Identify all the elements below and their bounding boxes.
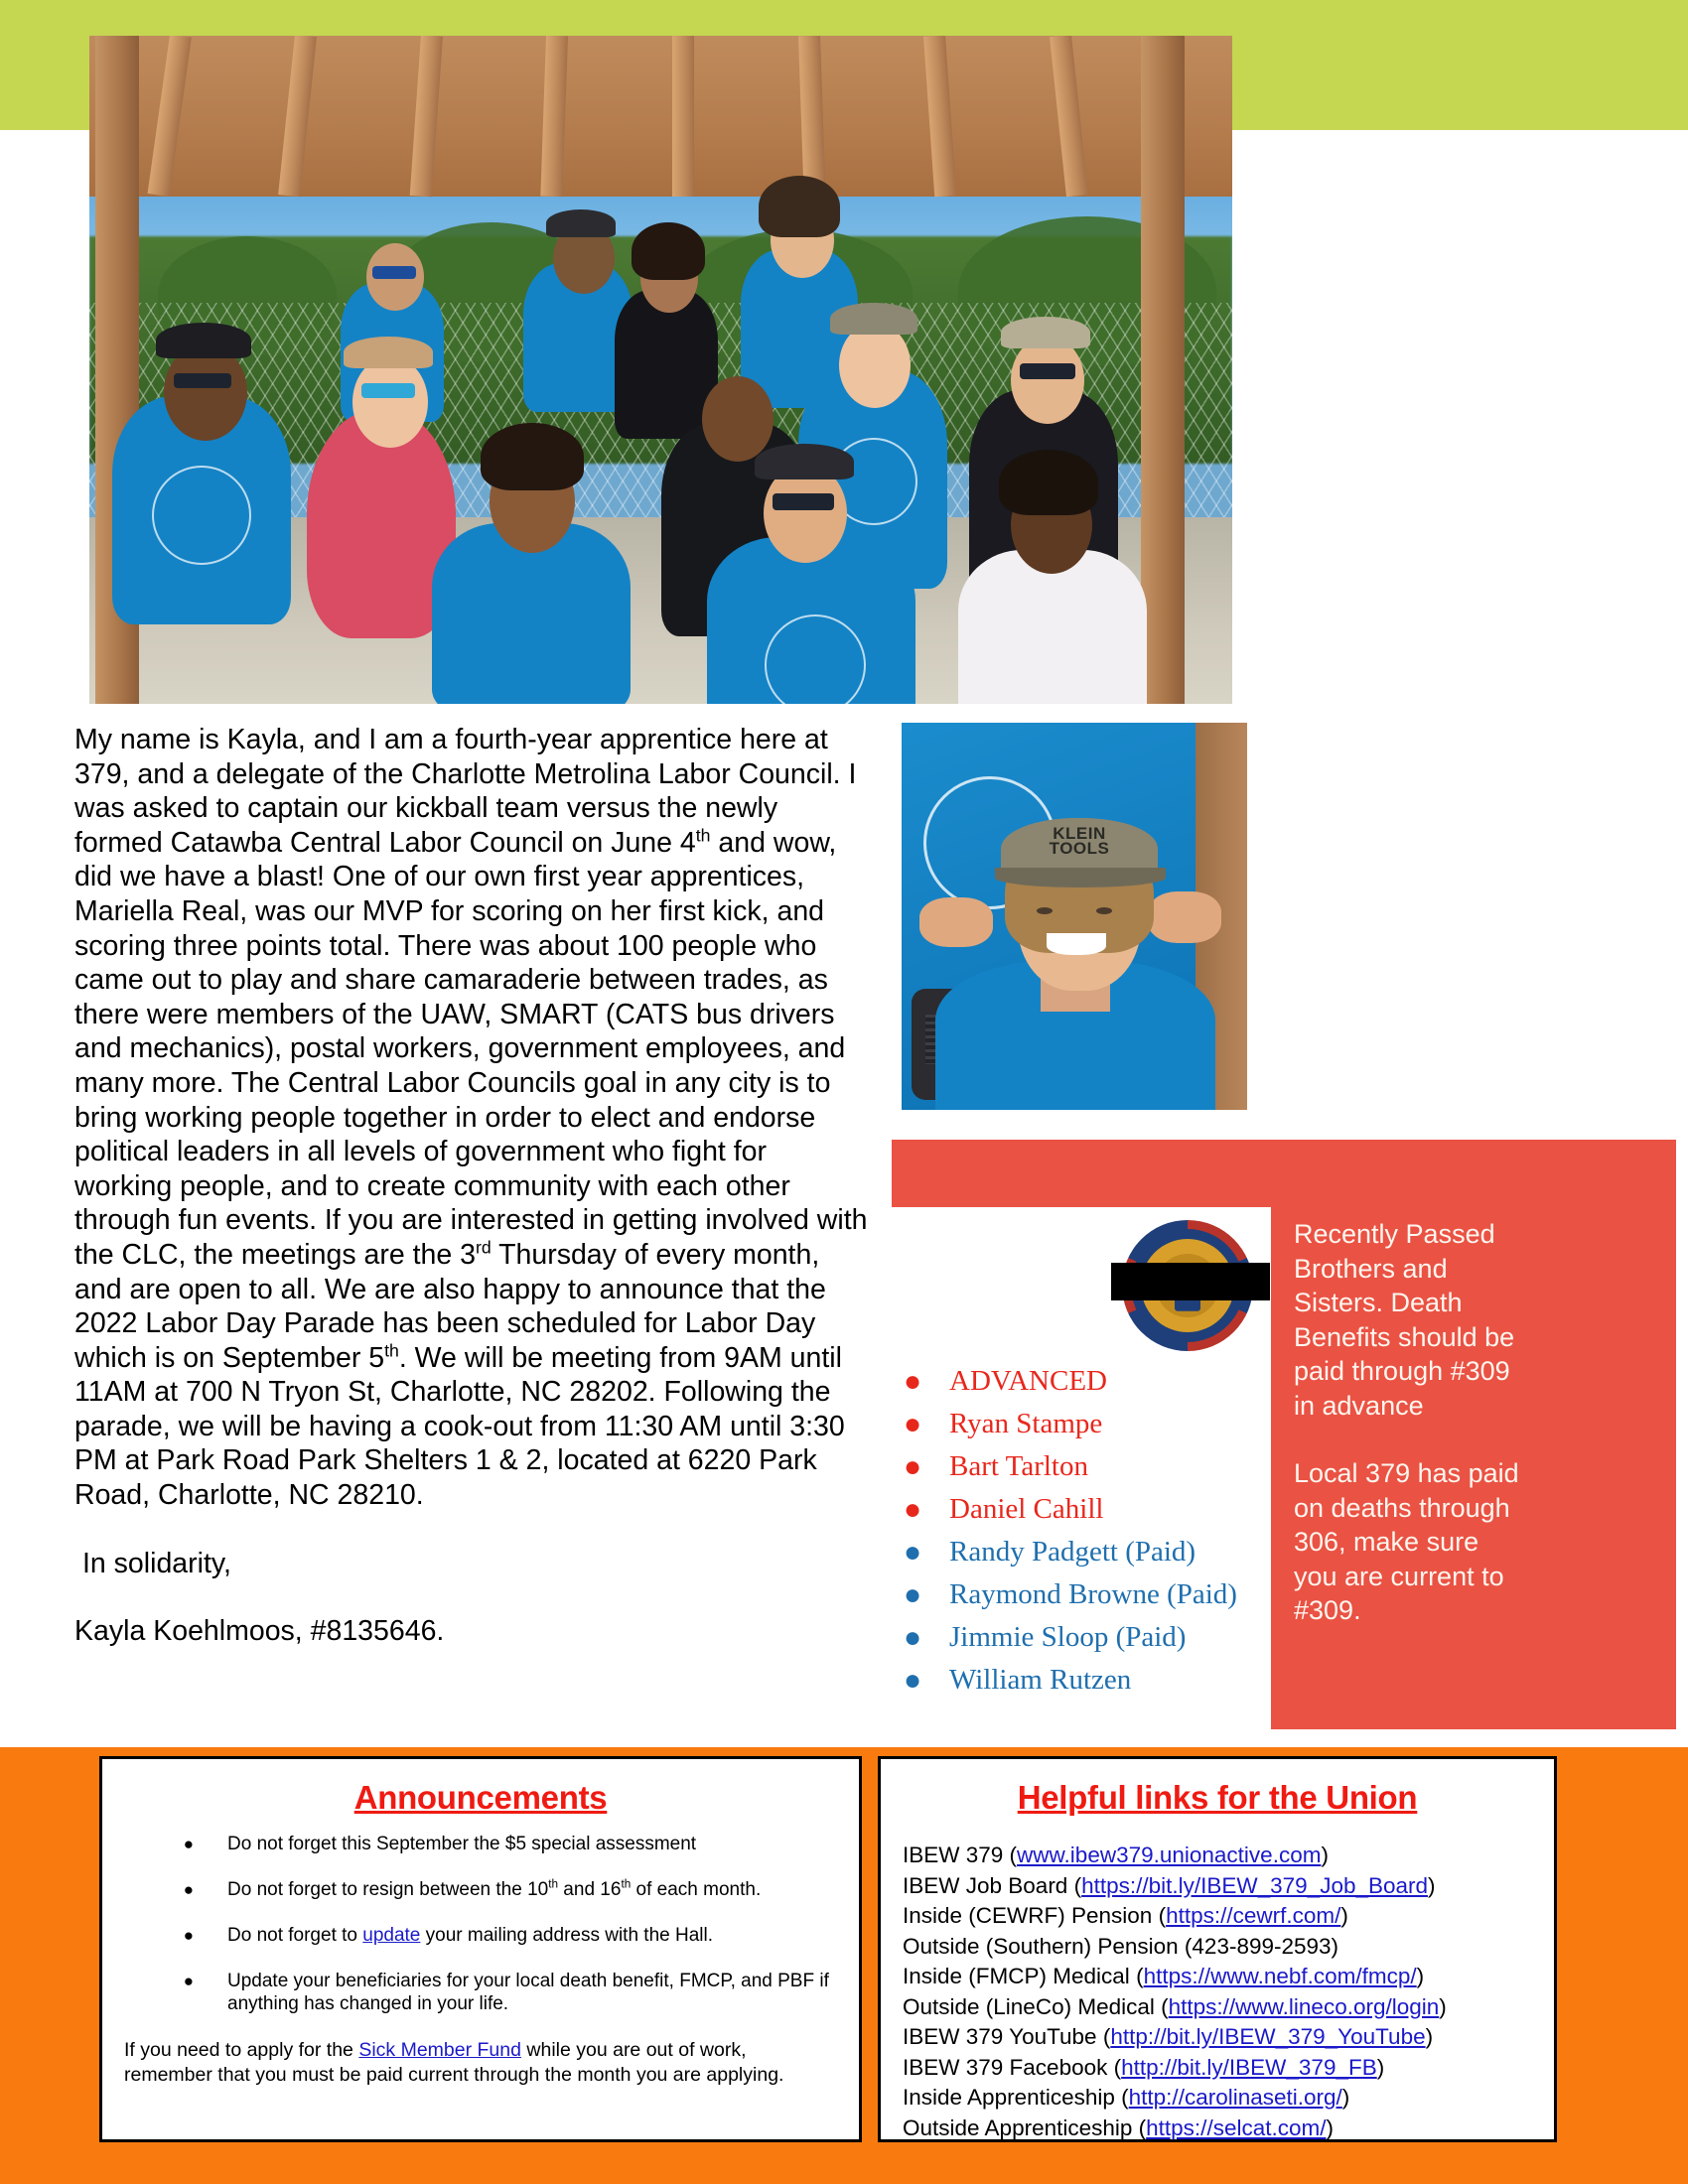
link-label: Outside Apprenticeship xyxy=(903,2115,1133,2140)
bullet-icon: ● xyxy=(183,1880,194,1899)
update-address-link[interactable]: update xyxy=(362,1925,421,1946)
kayla-portrait-photo xyxy=(902,723,1247,1110)
link-label: Outside (LineCo) Medical xyxy=(903,1993,1155,2019)
eye xyxy=(1096,907,1112,914)
bullet-icon: ● xyxy=(904,1450,922,1483)
hair xyxy=(632,222,705,280)
bullet-icon: ● xyxy=(904,1408,922,1440)
memorial-name: Ryan Stampe xyxy=(949,1408,1103,1439)
list-item xyxy=(102,1833,859,1855)
link-url[interactable]: https://www.nebf.com/fmcp/ xyxy=(1143,1964,1417,1988)
link-label: Outside (Southern) Pension xyxy=(903,1933,1179,1959)
list-item: IBEW 379 Facebook (http://bit.ly/IBEW_379_FB) xyxy=(903,2054,1385,2080)
announcements-footnote xyxy=(102,2038,859,2088)
link-url[interactable]: http://bit.ly/IBEW_379_YouTube xyxy=(1110,2024,1426,2049)
list-item xyxy=(904,1659,1281,1702)
sunglasses xyxy=(174,373,231,388)
footnote-after: while you are out of work, remember that you must be paid current through the month you are applying. xyxy=(124,2039,784,2086)
cap xyxy=(830,303,917,335)
link-url[interactable]: https://selcat.com/ xyxy=(1146,2115,1327,2140)
person-head xyxy=(1011,337,1084,424)
memorial-name: William Rutzen xyxy=(949,1664,1132,1696)
helpful-links-title: Helpful links for the Union xyxy=(1017,1779,1418,1816)
link-url[interactable]: https://bit.ly/IBEW_379_Job_Board xyxy=(1081,1872,1429,1898)
bullet-icon: ● xyxy=(183,1926,194,1945)
link-label: IBEW 379 xyxy=(903,1843,1004,1867)
sunglasses xyxy=(1020,363,1075,379)
bullet-icon: ● xyxy=(904,1493,922,1526)
hand xyxy=(919,897,993,947)
list-item xyxy=(102,1970,859,2015)
klein-tools-cap-text: KLEIN TOOLS xyxy=(1049,824,1110,858)
hair xyxy=(999,450,1098,515)
list-item xyxy=(904,1573,1281,1616)
pavilion-post xyxy=(1141,36,1185,704)
memorial-name: Raymond Browne (Paid) xyxy=(949,1578,1237,1610)
list-item: Inside Apprenticeship (http://carolinaseti.org/) xyxy=(903,2085,1350,2110)
bullet-icon: ● xyxy=(904,1664,922,1697)
mourning-band xyxy=(1111,1263,1270,1300)
sunglasses xyxy=(773,493,834,510)
link-url[interactable]: https://cewrf.com/ xyxy=(1166,1903,1341,1928)
link-label: Inside Apprenticeship xyxy=(903,2085,1115,2110)
link-label: Inside (CEWRF) Pension xyxy=(903,1903,1153,1928)
smile xyxy=(1047,933,1106,955)
announcement-text: Do not forget to resign between the 10th and 16th of each month. xyxy=(227,1877,762,1900)
person-head xyxy=(352,356,428,448)
hair xyxy=(481,423,584,490)
announcements-title: Announcements xyxy=(353,1779,608,1816)
memorial-name: Randy Padgett (Paid) xyxy=(949,1536,1196,1568)
list-item xyxy=(102,1878,859,1901)
list-item xyxy=(904,1360,1281,1403)
bullet-icon: ● xyxy=(904,1536,922,1569)
link-label: IBEW 379 YouTube xyxy=(903,2024,1097,2049)
link-label: IBEW 379 Facebook xyxy=(903,2054,1108,2080)
phone-number: 423-899-2593 xyxy=(1192,1933,1332,1959)
president-letter-body xyxy=(74,723,869,1649)
eye xyxy=(1037,907,1053,914)
person-head xyxy=(839,323,911,408)
cap xyxy=(156,323,251,358)
list-item: IBEW 379 (www.ibew379.unionactive.com) xyxy=(903,1843,1329,1867)
link-url[interactable]: www.ibew379.unionactive.com xyxy=(1017,1843,1322,1867)
memorial-name: Jimmie Sloop (Paid) xyxy=(949,1621,1187,1653)
sunglasses xyxy=(361,383,415,398)
group-photo xyxy=(89,36,1232,704)
announcement-text: Do not forget to update your mailing address with the Hall. xyxy=(227,1925,714,1946)
sunglasses xyxy=(372,266,416,279)
list-item: Inside (CEWRF) Pension (https://cewrf.com/) xyxy=(903,1903,1348,1928)
list-item xyxy=(904,1616,1281,1659)
link-label: Inside (FMCP) Medical xyxy=(903,1964,1130,1988)
announcement-text: Do not forget this September the $5 special assessment xyxy=(227,1834,697,1854)
bullet-icon: ● xyxy=(904,1578,922,1611)
list-item: Outside (LineCo) Medical (https://www.lineco.org/login) xyxy=(903,1993,1447,2019)
helpful-links-box xyxy=(878,1756,1557,2142)
list-item: Inside (FMCP) Medical (https://www.nebf.com/fmcp/) xyxy=(903,1964,1425,1988)
cap xyxy=(546,209,616,237)
hand xyxy=(1148,891,1221,943)
announcements-list xyxy=(102,1833,859,2015)
cap xyxy=(344,337,433,368)
bullet-icon: ● xyxy=(183,1972,194,1990)
memorial-paragraph-2: Local 379 has paid on deaths through 306, make sure you are current to #309. xyxy=(1294,1458,1519,1625)
memorial-panel-text xyxy=(1294,1217,1524,1628)
link-label: IBEW Job Board xyxy=(903,1872,1068,1898)
list-item xyxy=(904,1445,1281,1488)
memorial-red-banner xyxy=(892,1140,1676,1207)
bullet-icon: ● xyxy=(183,1835,194,1853)
bullet-icon: ● xyxy=(904,1621,922,1654)
footnote-before: If you need to apply for the xyxy=(124,2039,359,2061)
list-item: Outside Apprenticeship (https://selcat.com/) xyxy=(903,2115,1334,2140)
list-item xyxy=(904,1531,1281,1573)
list-item xyxy=(102,1924,859,1947)
bullet-icon: ● xyxy=(904,1365,922,1398)
sick-member-fund-link[interactable]: Sick Member Fund xyxy=(358,2039,521,2061)
letter-paragraph: My name is Kayla, and I am a fourth-year apprentice here at 379, and a delegate of the Charlotte Metrolina Labor Council. I was asked to captain our kickball team versus the newly formed Catawba Central Labor Council on June 4th and wow, did we have a blast! One of our own first year apprentices, Mariella Real, was our MVP for scoring on her first kick, and scoring three points total. There was about 100 people who came out to play and share camaraderie between trades, as there were members of the UAW, SMART (CATS bus drivers and mechanics), postal workers, government employees, and many more. The Central Labor Councils goal in any city is to bring working people together in order to elect and endorse political leaders in all levels of government who fight for working people, and to create community with each other through fun events. If you are interested in getting involved with the CLC, the meetings are the 3rd Thursday of every month, and are open to all. We are also happy to announce that the 2022 Labor Day Parade has been scheduled for Labor Day which is on September 5th. We will be meeting from 9AM until 11AM at 700 N Tryon St, Charlotte, NC 28202. Following the parade, we will be having a cook-out from 11:30 AM until 3:30 PM at Park Road Park Shelters 1 & 2, located at 6220 Park Road, Charlotte, NC 28210. xyxy=(74,724,868,1512)
link-url[interactable]: http://bit.ly/IBEW_379_FB xyxy=(1121,2054,1377,2080)
announcements-box xyxy=(99,1756,862,2142)
pavilion-roof xyxy=(89,36,1232,197)
link-url[interactable]: https://www.lineco.org/login xyxy=(1168,1993,1440,2019)
helpful-links-list xyxy=(881,1841,1554,2143)
list-item: Outside (Southern) Pension (423-899-2593) xyxy=(903,1933,1339,1959)
list-item: IBEW Job Board (https://bit.ly/IBEW_379_Job_Board) xyxy=(903,1872,1436,1898)
memorial-names-list xyxy=(904,1360,1281,1702)
memorial-name: Daniel Cahill xyxy=(949,1493,1104,1525)
person-head xyxy=(702,376,774,462)
letter-closing: In solidarity, xyxy=(82,1547,231,1579)
link-url[interactable]: http://carolinaseti.org/ xyxy=(1128,2085,1342,2110)
cap xyxy=(1001,317,1090,348)
list-item xyxy=(904,1403,1281,1445)
list-item: IBEW 379 YouTube (http://bit.ly/IBEW_379_YouTube) xyxy=(903,2024,1434,2049)
letter-signature: Kayla Koehlmoos, #8135646. xyxy=(74,1615,445,1648)
list-item xyxy=(904,1488,1281,1531)
memorial-name: ADVANCED xyxy=(949,1365,1107,1397)
announcement-text: Update your beneficiaries for your local death benefit, FMCP, and PBF if anything has changed in your life. xyxy=(227,1971,829,2014)
memorial-paragraph-1: Recently Passed Brothers and Sisters. Death Benefits should be paid through #309 in advance xyxy=(1294,1219,1515,1421)
hair xyxy=(759,176,840,237)
memorial-name: Bart Tarlton xyxy=(949,1450,1088,1482)
cap xyxy=(755,444,854,479)
